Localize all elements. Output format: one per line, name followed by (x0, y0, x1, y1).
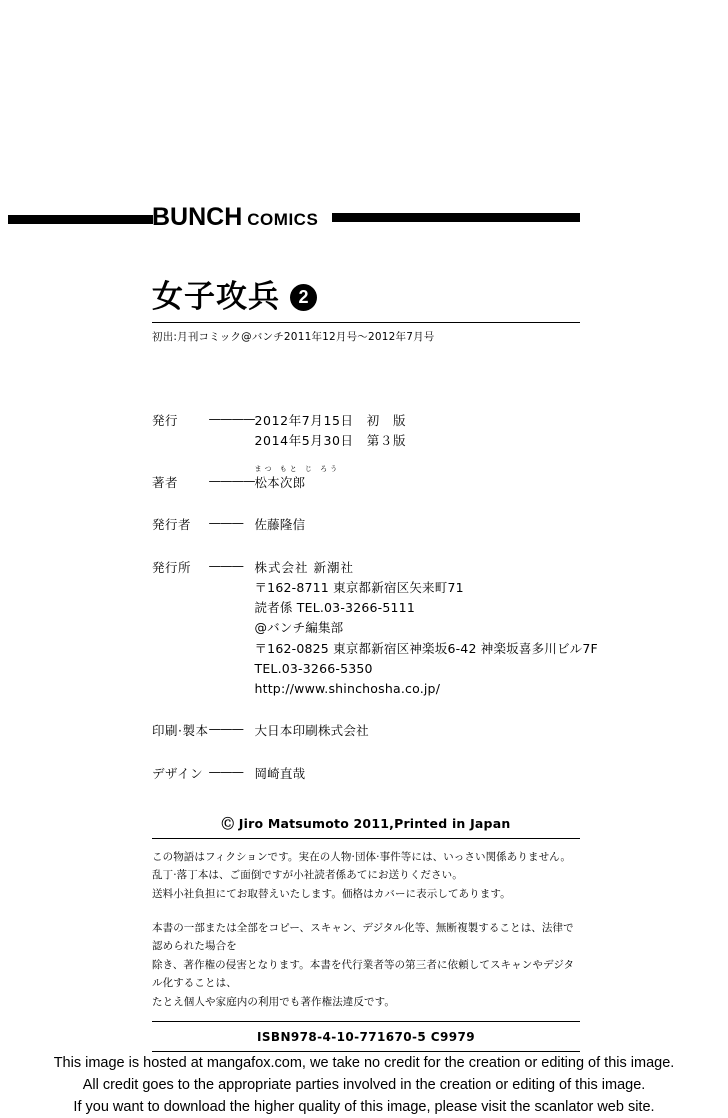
copyright-divider (152, 838, 580, 839)
credits-row-author (152, 473, 598, 515)
credits-dash: ———— (208, 410, 255, 426)
publisher-website[interactable]: http://www.shinchosha.co.jp/ (254, 681, 441, 697)
credits-value-line: 株式会社 新潮社 (254, 559, 354, 575)
credits-label: 発行 (152, 412, 179, 428)
credits-dash: ——— (208, 515, 243, 531)
volume-badge: 2 (290, 284, 317, 311)
credits-value (254, 721, 597, 763)
book-title: 女子攻兵 (152, 279, 280, 315)
credits-value (254, 558, 597, 722)
copyright-line: Ⓒ Jiro Matsumoto 2011,Printed in Japan (221, 815, 511, 831)
brand-logo-main: BUNCH (152, 202, 243, 231)
legal-line: この物語はフィクションです。実在の人物·団体·事件等には、いっさい関係ありません。 (152, 850, 572, 863)
hosting-notice-line: This image is hosted at mangafox.com, we take no credit for the creation or editing of this image. (53, 1055, 675, 1071)
legal-notice-disclaimer (152, 848, 580, 903)
credits-label: 発行者 (152, 517, 192, 533)
brand-rule-right (332, 213, 580, 222)
legal-line: 除き、著作権の侵害となります。本書を代行業者等の第三者に依頼してスキャンやデジタル化することは、 (152, 958, 575, 990)
legal-line: 本書の一部または全部をコピー、スキャン、デジタル化等、無断複製することは、法律で認められた場合を (152, 922, 574, 953)
credits-table (152, 411, 598, 806)
hosting-notice-line: If you want to download the higher quality of this image, please visit the scanlator web site. (73, 1099, 655, 1116)
credits-dash: ——— (208, 721, 243, 737)
credits-label: 著者 (152, 475, 179, 491)
brand-logo (152, 203, 322, 232)
credits-value (254, 411, 597, 474)
isbn-code: ISBN978-4-10-771670-5 C9979 (257, 1029, 475, 1044)
credits-label: デザイン (152, 765, 204, 781)
credits-row-printing (152, 721, 598, 763)
credits-value-line: @バンチ編集部 (254, 620, 344, 636)
credits-value-line: 〒162-8711 東京都新宿区矢来町71 (254, 579, 464, 595)
brand-rule-left (8, 215, 153, 224)
credits-row-publication-dates (152, 411, 598, 474)
credits-value (254, 465, 597, 515)
legal-line: たとえ個人や家庭内の利用でも著作権法違反です。 (152, 995, 395, 1008)
credits-row-publisher-company (152, 558, 598, 722)
legal-notice-copying (152, 919, 580, 1011)
author-ruby: まつ もと じ ろう (254, 465, 341, 474)
hosting-notice (0, 1052, 728, 1118)
credits-dash: ——— (208, 557, 243, 573)
credits-row-publisher-person (152, 515, 598, 557)
serialization-note: 初出:月刊コミック@バンチ2011年12月号〜2012年7月号 (152, 331, 435, 343)
credits-value-line: 〒162-0825 東京都新宿区神楽坂6-42 神楽坂喜多川ビル7F (254, 640, 598, 656)
credits-value-line: 2014年5月30日 第３版 (254, 432, 407, 448)
title-divider (152, 322, 580, 323)
credits-value (254, 764, 597, 806)
credits-row-design (152, 764, 598, 806)
credits-label: 印刷·製本 (152, 723, 209, 739)
credits-label: 発行所 (152, 559, 192, 575)
hosting-notice-line: All credit goes to the appropriate parties involved in the creation or editing of this image. (82, 1077, 646, 1094)
credits-dash: ———— (208, 473, 255, 489)
credits-value-line: 2012年7月15日 初 版 (254, 412, 407, 428)
brand-logo-sub: COMICS (247, 209, 319, 229)
credits-value-line: 読者係 TEL.03-3266-5111 (254, 600, 415, 616)
author-name-with-ruby (254, 465, 341, 493)
credits-value-line: 大日本印刷株式会社 (254, 723, 369, 739)
credits-value-line: 岡崎直哉 (254, 765, 306, 781)
credits-value-line: 佐藤隆信 (254, 517, 306, 533)
colophon-block (152, 200, 598, 1052)
credits-value (254, 515, 597, 557)
legal-line: 乱丁·落丁本は、ご面倒ですが小社読者係あてにお送りください。 (152, 869, 463, 882)
book-title-row (152, 279, 580, 315)
credits-value-line: 松本次郎 (254, 475, 306, 491)
brand-header (152, 200, 580, 234)
legal-line: 送料小社負担にてお取替えいたします。価格はカバーに表示してあります。 (152, 887, 511, 900)
credits-value-line: TEL.03-3266-5350 (254, 660, 373, 676)
credits-dash: ——— (208, 763, 243, 779)
